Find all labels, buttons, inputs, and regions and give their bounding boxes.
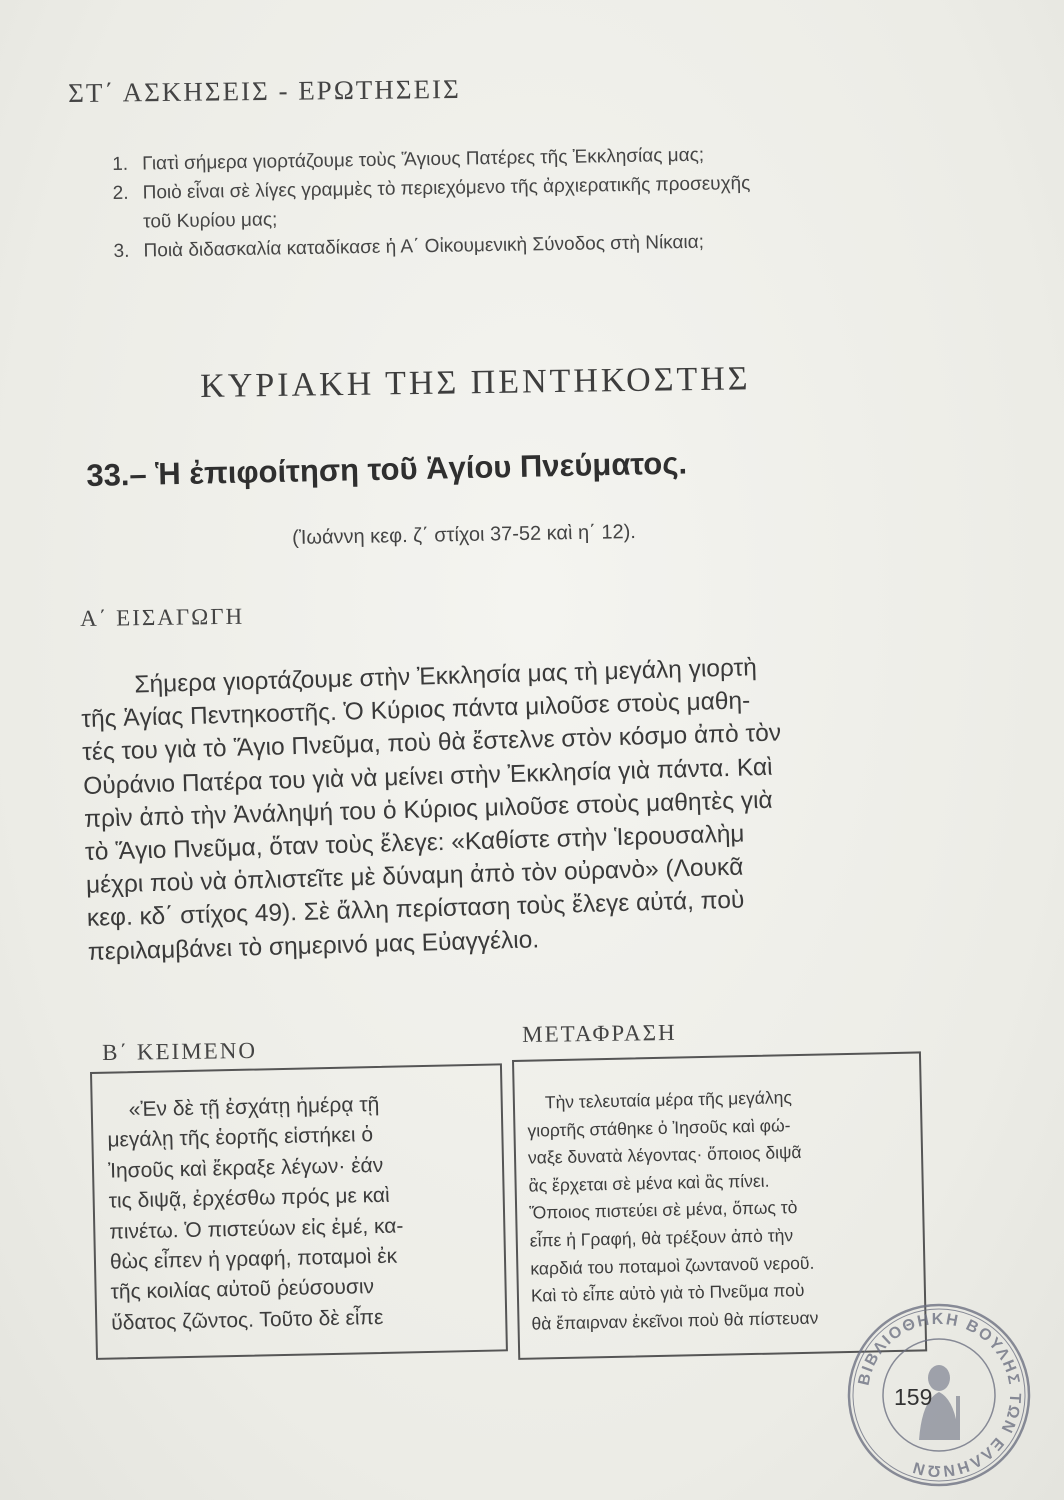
paragraph-line: περιλαμβάνει τὸ σημερινό μας Εὐαγγέλιο.: [87, 925, 540, 966]
question-text-continued: τοῦ Κυρίου μας;: [142, 209, 278, 233]
question-number: 3.: [113, 240, 130, 262]
original-text-line: ὕδατος ζῶντος. Τοῦτο δὲ εἶπε: [111, 1305, 384, 1335]
translation-heading: ΜΕΤΑΦΡΑΣΗ: [522, 1019, 677, 1047]
original-text-line: Ἰησοῦς καὶ ἔκραξε λέγων· ἐάν: [107, 1153, 384, 1183]
paragraph-line: Οὐράνιο Πατέρα του γιὰ νὰ μείνει στὴν Ἐκκλησία γιὰ πάντα. Καὶ: [82, 753, 773, 800]
original-text-box: [90, 1063, 508, 1360]
lesson-title: 33.– Ἡ ἐπιφοίτηση τοῦ Ἁγίου Πνεύματος.: [86, 445, 688, 493]
original-text-line: τις διψᾷ, ἐρχέσθω πρός με καὶ: [108, 1183, 390, 1213]
question-number: 1.: [112, 153, 129, 175]
original-text-line: τῆς κοιλίας αὐτοῦ ῥεύσουσιν: [110, 1275, 375, 1305]
paragraph-line: τὸ Ἅγιο Πνεῦμα, ὅταν τοὺς ἔλεγε: «Καθίστε στὴν Ἱερουσαλὴμ: [84, 820, 745, 866]
paragraph-line: κεφ. κδ΄ στίχος 49). Σὲ ἄλλη περίσταση τοὺς ἔλεγε αὐτά, ποὺ: [86, 886, 745, 933]
translation-line: γιορτῆς στάθηκε ὁ Ἰησοῦς καὶ φώ-: [527, 1114, 791, 1141]
paragraph-line: μέχρι ποὺ νὰ ὁπλιστεῖτε μὲ δύναμη ἀπὸ τὸν οὐρανὸ» (Λουκᾶ: [85, 853, 744, 900]
exercises-heading: ΣΤ΄ ΑΣΚΗΣΕΙΣ - ΕΡΩΤΗΣΕΙΣ: [68, 73, 461, 108]
translation-line: ἂς ἔρχεται σὲ μένα καὶ ἂς πίνει.: [528, 1170, 770, 1196]
translation-line: καρδιά του ποταμοὶ ζωντανοῦ νεροῦ.: [530, 1252, 815, 1279]
original-text-line: μεγάλῃ τῆς ἑορτῆς εἱστήκει ὁ: [107, 1123, 374, 1153]
scripture-reference: (Ἰωάννη κεφ. ζ΄ στίχοι 37-52 καὶ η΄ 12).: [292, 521, 637, 549]
questions-list: [112, 137, 934, 266]
paragraph-line: πρὶν ἀπὸ τὴν Ἀνάληψή του ὁ Κύριος μιλοῦσε στοὺς μαθητὲς γιὰ: [83, 786, 773, 833]
translation-line: εἶπε ἡ Γραφή, θὰ τρέξουν ἀπὸ τὴν: [529, 1225, 794, 1251]
section-title: ΚΥΡΙΑΚΗ ΤΗΣ ΠΕΝΤΗΚΟΣΤΗΣ: [200, 360, 751, 405]
translation-line: θὰ ἔπαιρναν ἐκεῖνοι ποὺ θὰ πίστευαν: [531, 1307, 819, 1334]
introduction-paragraph: [80, 646, 938, 968]
paragraph-line: τές του γιὰ τὸ Ἅγιο Πνεῦμα, ποὺ θὰ ἔστελνε στὸν κόσμο ἀπὸ τὸν: [81, 719, 782, 767]
original-text-heading: Β΄ ΚΕΙΜΕΝΟ: [102, 1037, 258, 1065]
library-stamp-icon: [844, 1300, 1034, 1490]
translation-line: ναξε δυνατὰ λέγοντας· ὅποιος διψᾶ: [527, 1142, 802, 1168]
page-number: 159: [894, 1384, 933, 1410]
original-text-line: «Ἐν δὲ τῇ ἐσχάτῃ ἡμέρᾳ τῇ: [128, 1092, 380, 1122]
question-text: Ποιὸ εἶναι σὲ λίγες γραμμὲς τὸ περιεχόμενο τῆς ἀρχιερατικῆς προσευχῆς: [142, 172, 751, 204]
translation-line: Καὶ τὸ εἶπε αὐτὸ γιὰ τὸ Πνεῦμα ποὺ: [530, 1280, 805, 1306]
question-number: 2.: [112, 182, 129, 204]
original-text-line: πινέτω. Ὁ πιστεύων εἰς ἐμέ, κα-: [109, 1214, 404, 1244]
original-text-body: [106, 1088, 496, 1339]
question-text: Γιατὶ σήμερα γιορτάζουμε τοὺς Ἅγιους Πατέρες τῆς Ἐκκλησίας μας;: [142, 144, 705, 175]
original-text-line: θὼς εἶπεν ἡ γραφή, ποταμοὶ ἐκ: [109, 1244, 398, 1274]
paragraph-line: τῆς Ἁγίας Πεντηκοστῆς. Ὁ Κύριος πάντα μιλοῦσε στοὺς μαθη-: [81, 687, 751, 734]
introduction-heading: Α΄ ΕΙΣΑΓΩΓΗ: [80, 603, 245, 631]
question-text: Ποιὰ διδασκαλία καταδίκασε ἡ Α΄ Οἰκουμενικὴ Σύνοδος στὴ Νίκαια;: [143, 231, 705, 262]
paragraph-line: Σήμερα γιορτάζουμε στὴν Ἐκκλησία μας τὴ μεγάλη γιορτὴ: [134, 654, 758, 699]
translation-line: Ὅποιος πιστεύει σὲ μένα, ὅπως τὸ: [528, 1197, 798, 1224]
stamp-label: ΒΙΒΛΙΟΘΗΚΗ ΒΟΥΛΗΣ ΤΩΝ ΕΛΛΗΝΩΝ: [855, 1310, 1024, 1480]
translation-line: Τὴν τελευταία μέρα τῆς μεγάλης: [544, 1087, 793, 1113]
